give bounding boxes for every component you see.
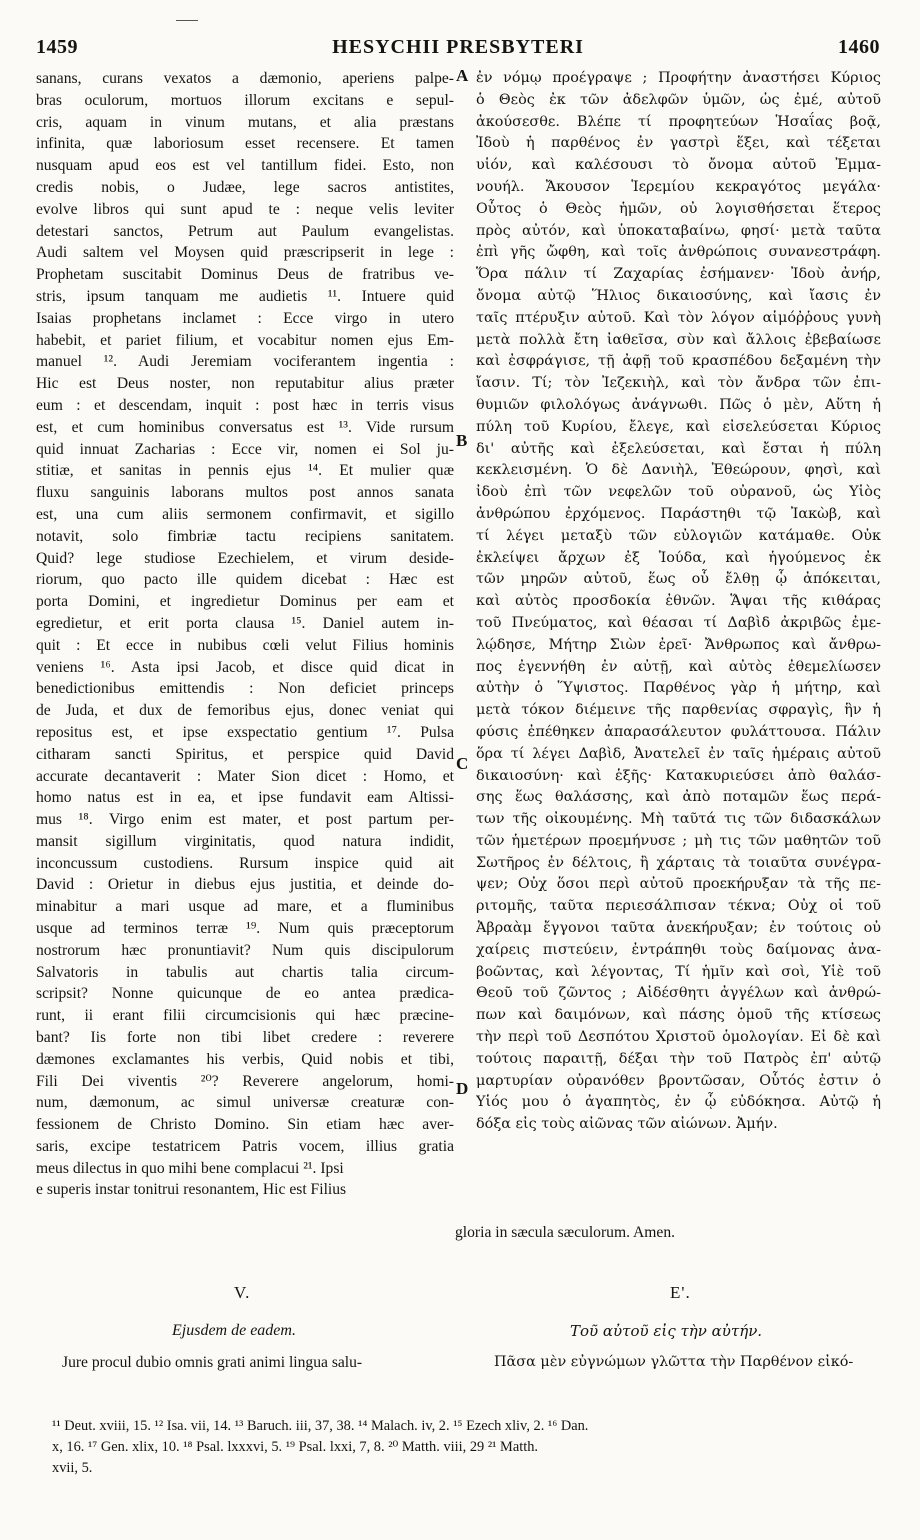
latin-text-line: habebit, et pariet filium, et vocabitur nomen ejus Em- bbox=[36, 331, 454, 349]
greek-text-line: των τῆς οἰκουμένης. Μὴ ταῦτά τις τῶν διδασκάλων bbox=[476, 811, 881, 828]
latin-text-line: Fili Dei viventis ²⁰? Reverere angelorum, homi- bbox=[36, 1072, 454, 1090]
latin-text-line: homo natus est in ea, et ipse fundavit eam Altissi- bbox=[36, 789, 454, 807]
latin-text-line: est, et cum hominibus conversatus est ¹³. Vide rursum bbox=[36, 418, 454, 436]
latin-text-line: dæmones exclamantes his verbis, Quid nobis et tibi, bbox=[36, 1050, 454, 1068]
latin-text-line: sanans, curans vexatos a dæmonio, aperiens palpe- bbox=[36, 70, 454, 87]
latin-text-line: bras oculorum, mortuos illorum excitans e sepul- bbox=[36, 91, 454, 109]
latin-tail-block bbox=[36, 1179, 454, 1201]
section-title-greek: Τοῦ αὐτοῦ εἰς τὴν αὐτήν. bbox=[570, 1322, 763, 1340]
latin-text-line: cris, aquam in vinum mutans, et alia præstans bbox=[36, 113, 454, 131]
latin-text-line: evolve libros qui sunt apud te : neque velis leviter bbox=[36, 200, 454, 218]
latin-text-line: runt, ii erant filii circumcisionis qui hæc præcine- bbox=[36, 1007, 454, 1025]
page-number-right: 1460 bbox=[838, 36, 880, 58]
section-first-line-latin: Jure procul dubio omnis grati animi lingua salu- bbox=[62, 1354, 363, 1371]
latin-text-line: meus dilectus in quo mihi bene complacui ²¹. Ipsi bbox=[36, 1159, 344, 1177]
greek-text-line: υἱόν, καὶ καλέσουσι τὸ ὄνομα αὐτοῦ Ἐμμα- bbox=[476, 157, 881, 174]
greek-text-line: τὴν περὶ τοῦ Δεσπότου Χριστοῦ ὁμολογίαν. Εἰ δὲ καὶ bbox=[476, 1029, 881, 1046]
greek-text-line: λῴδησε, Μήτηρ Σιὼν ἐρεῖ· Ἄνθρωπος καὶ ἄνθρω- bbox=[476, 636, 881, 653]
top-rule bbox=[176, 20, 198, 21]
latin-text-line: veniens ¹⁶. Asta ipsi Jacob, et disce quid dicat in bbox=[36, 658, 454, 676]
greek-text-line: ἰδοὺ ἐπὶ τῶν νεφελῶν τοῦ οὐρανοῦ, ὡς Υἱὸς bbox=[476, 484, 881, 501]
latin-text-line: benedictionibus emittendis : Non deficiet princeps bbox=[36, 680, 454, 698]
latin-text-line: manuel ¹². Audi Jeremiam vociferantem ingentia : bbox=[36, 353, 454, 371]
footnote-line-1: ¹¹ Deut. xviii, 15. ¹² Isa. vii, 14. ¹³ Baruch. iii, 37, 38. ¹⁴ Malach. iv, 2. ¹⁵ Ezech xliv, 2. ¹⁶ Dan. bbox=[52, 1418, 589, 1434]
latin-text-line: credis nobis, o Judæe, lege sacros antistites, bbox=[36, 178, 454, 196]
latin-text-line: num, dæmonum, ac simul universæ creaturæ con- bbox=[36, 1094, 454, 1112]
greek-text-line: ψεν; Οὐχ ὅσοι περὶ αὐτοῦ προεκήρυξαν τὰ τῆς πε- bbox=[476, 876, 881, 893]
margin-marker-d: D bbox=[456, 1079, 469, 1098]
section-number-greek: Ε'. bbox=[670, 1283, 691, 1302]
greek-text-line: Ἰδοὺ ἡ παρθένος ἐν γαστρὶ ἕξει, καὶ τέξεται bbox=[476, 135, 881, 152]
latin-text-line: minabitur a mari usque ad mare, et a fluminibus bbox=[36, 898, 454, 916]
latin-text-line: fessionem de Christo Domino. Sin etiam hæc aver- bbox=[36, 1116, 454, 1134]
greek-text-line: Υἱός μου ὁ ἀγαπητὸς, ἐν ᾧ εὐδόκησα. Αὐτῷ ἡ bbox=[476, 1094, 881, 1111]
latin-text-line: notavit, solo fimbriæ tactu recipiens sanitatem. bbox=[36, 527, 454, 545]
greek-text-line: ἐπὶ γῆς ὤφθη, καὶ τοῖς ἀνθρώποις συνανεστράφη. bbox=[476, 244, 881, 261]
latin-text-line: Quid? lege studiose Ezechielem, et virum deside- bbox=[36, 549, 454, 567]
page-number-left: 1459 bbox=[36, 36, 78, 58]
greek-text-line: μετὰ πολλὰ ἔτη ἰαθεῖσα, σὺν καὶ ἄλλοις ἐβεβαίωσε bbox=[476, 331, 881, 348]
latin-text-line: Prophetam suscitabit Dominus Deus de fratribus ve- bbox=[36, 266, 454, 284]
closing-line: gloria in sæcula sæculorum. Amen. bbox=[455, 1224, 676, 1241]
latin-text-line: stris, ipsum tanquam me audietis ¹¹. Intuere quid bbox=[36, 287, 454, 305]
latin-text-line: egredietur, et erit porta clausa ¹⁵. Daniel autem in- bbox=[36, 614, 454, 632]
latin-text-line: Hic est Deus noster, non reputabitur alius præter bbox=[36, 375, 454, 393]
greek-text-line: Ἀβραὰμ ἔγγονοι ταῦτα ἀνεκήρυξαν; ἐν τούτοις οὐ bbox=[476, 920, 881, 937]
latin-text-line: porta Domini, et ingredietur Dominus per eam et bbox=[36, 593, 454, 611]
latin-text-line: citharam sancti Spiritus, et perspice quid David bbox=[36, 745, 454, 763]
margin-marker-a: A bbox=[456, 66, 469, 85]
latin-text-line: repositus est, et ipse exspectatio gentium ¹⁷. Pulsa bbox=[36, 723, 454, 741]
latin-text-line: detestari sanctos, Petrum aut Paulum evangelistas. bbox=[36, 222, 454, 240]
latin-text-line: est, una cum aliis sermonem confirmavit, et sigillo bbox=[36, 505, 454, 523]
latin-text-line: quit : Et ecce in nubibus cœli velut Filius hominis bbox=[36, 636, 454, 654]
greek-text-line: κεκλεισμένη. Ὁ δὲ Δανιὴλ, Ἐθεώρουν, φησὶ, καὶ bbox=[476, 462, 881, 479]
footnote-line-3: xvii, 5. bbox=[52, 1460, 93, 1476]
section-title-latin: Ejusdem de eadem. bbox=[172, 1322, 296, 1339]
latin-text-line: quid innuat Zacharias : Ecce vir, nomen ei Sol ju- bbox=[36, 440, 454, 458]
latin-text-line: Isaias prophetans inclamet : Ecce virgo in utero bbox=[36, 309, 454, 327]
greek-text-line: ὅρα τί λέγει Δαβὶδ, Ἀνατελεῖ ἐν ταῖς ἡμέραις αὐτοῦ bbox=[476, 745, 881, 762]
greek-text-line: ταῖς πτέρυξιν αὐτοῦ. Καὶ τὸν λόγον αἱμόῤῥους γυνὴ bbox=[476, 309, 881, 326]
latin-text-line: mansit sigillum virginitatis, quod natura indidit, bbox=[36, 832, 454, 850]
greek-text-line: Ὅρα πάλιν τί Ζαχαρίας ἐσήμανεν· Ἰδοὺ ἀνήρ, bbox=[476, 266, 881, 283]
greek-text-line: τί λέγει μεταξὺ τῶν εὐλογιῶν κατάμαθε. Οὐκ bbox=[476, 527, 881, 544]
greek-text-line: ριτομῆς, ταῦτα περιεσάλπισαν τέκνα; Οὐχ οἱ τοῦ bbox=[476, 898, 881, 915]
greek-text-line: Σωτῆρος ἐν δέλτοις, ἢ χάρταις τὰ τοιαῦτα συνέγρα- bbox=[476, 854, 881, 871]
margin-marker-c: C bbox=[456, 754, 469, 773]
closing-line-block bbox=[455, 1222, 875, 1244]
greek-text-line: δικαιοσύνη· καὶ ἑξῆς· Κατακυριεύσει ἀπὸ θαλάσ- bbox=[476, 767, 881, 784]
greek-text-line: τοῦ Πνεύματος, καὶ θέασαι τί Δαβὶδ ἀκριβῶς ἐμε- bbox=[476, 614, 881, 631]
latin-text-line: bant? Iis forte non tibi libet credere : reverere bbox=[36, 1029, 454, 1047]
section-number-latin: V. bbox=[234, 1283, 251, 1302]
greek-text-line: πρὸς αὐτόν, καὶ ὑποκαταβαίνω, φησί· μετὰ ταῦτα bbox=[476, 222, 881, 239]
greek-text-line: ἐκλείψει ἄρχων ἐξ Ἰούδα, καὶ ἡγούμενος ἐκ bbox=[476, 549, 881, 566]
greek-text-line: καὶ αὐτὸς προσδοκία ἐθνῶν. Ἅψαι τῆς κιθάρας bbox=[476, 593, 881, 610]
latin-text-line: inconcussum custodiens. Rursum inspice quid ait bbox=[36, 854, 454, 872]
latin-text-line: Salvatoris in tabulis aut chartis talia circum- bbox=[36, 963, 454, 981]
running-title: HESYCHII PRESBYTERI bbox=[332, 36, 584, 58]
greek-text-line: δόξα εἰς τοὺς αἰῶνας τῶν αἰώνων. Ἀμήν. bbox=[476, 1116, 778, 1133]
latin-text-line: scripsit? Nonne quicunque de eo antea prædica- bbox=[36, 985, 454, 1003]
latin-text-line: infinita, quæ laboriosum esset recensere. Et tamen bbox=[36, 135, 454, 153]
greek-text-line: πων καὶ δαιμόνων, καὶ πάσης ὁμοῦ τῆς κτίσεως bbox=[476, 1007, 881, 1024]
greek-text-line: βοῶντας, καὶ λέγοντας, Τί ἡμῖν καὶ σοὶ, Υἱὲ τοῦ bbox=[476, 963, 881, 980]
greek-text-line: Οὗτος ὁ Θεὸς ἡμῶν, οὐ λογισθήσεται ἕτερος bbox=[476, 200, 881, 217]
greek-text-line: ὄνομα αὐτῷ Ἥλιος δικαιοσύνης, καὶ ἴασις ἐν bbox=[476, 287, 881, 304]
latin-text-line: David : Orietur in diebus ejus justitia, et deinde do- bbox=[36, 876, 454, 894]
greek-text-line: τῶν ἡμετέρων προεμήνυσε ; μὴ τις τῶν μαθητῶν τοῦ bbox=[476, 832, 881, 849]
greek-text-line: χαίρεις πιστεύειν, ἐντράπηθι τοὺς δαίμονας ἀνα- bbox=[476, 941, 881, 958]
greek-column bbox=[476, 68, 881, 1136]
latin-text-line: riorum, quo pacto ille quidem dicebat : Hæc est bbox=[36, 571, 454, 589]
greek-text-line: μαρτυρίαν οὐρανόθεν βροντῶσαν, Οὗτός ἐστιν ὁ bbox=[476, 1072, 881, 1089]
greek-text-line: φύσις ἐπέθηκεν ἀπαρασάλευτον φυλάττουσα. Πάλιν bbox=[476, 723, 881, 740]
greek-text-line: θυμιῶν φιλολόγως ἀνάγνωθι. Πῶς ὁ μὲν, Αὕτη ἡ bbox=[476, 396, 881, 413]
latin-text-line: Audi saltem vel Moysen quid præscripserit in lege : bbox=[36, 244, 454, 262]
latin-text-line: nostrorum hæc pronuntiavit? Num quis discipulorum bbox=[36, 941, 454, 959]
greek-text-line: τῶν μηρῶν αὐτοῦ, ἕως οὗ ἔλθῃ ᾧ ἀπόκειται, bbox=[476, 571, 881, 588]
greek-text-line: πος ἐγεννήθη ἐν αὐτῇ, καὶ αὐτὸς ἐθεμελίωσεν bbox=[476, 658, 881, 675]
latin-text-line: accurate decantaverit : Mater Sion dicet : Homo, et bbox=[36, 767, 454, 785]
page-header bbox=[36, 36, 880, 64]
latin-text-line: de Juda, et dux de femoribus ejus, donec veniat qui bbox=[36, 702, 454, 720]
latin-text-line: fluxu sanguinis laborans multos post annos sanata bbox=[36, 484, 454, 502]
greek-text-line: ὁ Θεὸς ἐκ τῶν ἀδελφῶν ὑμῶν, ὡς ἐμέ, αὐτοῦ bbox=[476, 91, 881, 108]
latin-text-line: stitiæ, et sanitas in pennis ejus ¹⁴. Et mulier quæ bbox=[36, 462, 454, 480]
greek-text-line: σης ἕως θαλάσσης, καὶ ἀπὸ ποταμῶν ἕως περά- bbox=[476, 789, 881, 806]
greek-text-line: ἴασιν. Τί; τὸν Ἰεζεκιὴλ, καὶ τὸν ἄνδρα τῶν ἐπι- bbox=[476, 375, 881, 392]
footnotes bbox=[52, 1416, 892, 1479]
greek-text-line: νουήλ. Ἄκουσον Ἱερεμίου κεκραγότος μεγάλα· bbox=[476, 178, 881, 195]
greek-text-line: ἐν νόμῳ προέγραψε ; Προφήτην ἀναστήσει Κύριος bbox=[476, 70, 881, 86]
greek-text-line: μετὰ τόκον διέμεινε τῆς παρθενίας σφραγὶς, ἣν ἡ bbox=[476, 702, 881, 719]
greek-text-line: αὐτὴν ὁ Ὕψιστος. Παρθένος γὰρ ἡ μήτηρ, καὶ bbox=[476, 680, 881, 697]
section-first-line-greek: Πᾶσα μὲν εὐγνώμων γλῶττα τὴν Παρθένον εἰκό- bbox=[494, 1354, 854, 1370]
greek-text-line: ἀκούσεσθε. Βλέπε τί προφητεύων Ἡσαΐας βοᾷ, bbox=[476, 113, 881, 130]
latin-text-line: nusquam apud eos est vel tantillum fidei. Esto, non bbox=[36, 157, 454, 175]
greek-text-line: δι' αὐτῆς καὶ ἐξελεύσεται, καὶ ἔσται ἡ πύλη bbox=[476, 440, 881, 457]
greek-text-line: καὶ ἐσφράγισε, τῇ ἀφῇ τοῦ κρασπέδου δεξαμένη τὴν bbox=[476, 353, 881, 370]
latin-text-line: mus ¹⁸. Virgo enim est mater, et post partum per- bbox=[36, 811, 454, 829]
greek-text-line: ἀνθρώπου ἐρχόμενος. Παράστηθι τῷ Ἰακὼβ, καὶ bbox=[476, 505, 881, 522]
margin-marker-b: B bbox=[456, 431, 468, 450]
latin-text-line: usque ad terminos terræ ¹⁹. Num quis præceptorum bbox=[36, 920, 454, 938]
latin-tail-line: e superis instar tonitrui resonantem, Hic est Filius bbox=[36, 1181, 347, 1198]
latin-column bbox=[36, 68, 454, 1180]
greek-text-line: πύλη τοῦ Κυρίου, ἔλεγε, καὶ εἰσελεύσεται Κύριος bbox=[476, 418, 881, 435]
greek-text-line: τούτοις παραιτῇ, δέξαι τὴν τοῦ Πατρὸς ἐπ' αὐτῷ bbox=[476, 1050, 881, 1067]
latin-text-line: eum : et descendam, inquit : post hæc in terris visus bbox=[36, 396, 454, 414]
latin-text-line: saris, excipe testatricem Patris vocem, illius gratia bbox=[36, 1138, 454, 1156]
greek-text-line: Θεοῦ τοῦ ζῶντος ; Αἰδέσθητι ἀγγέλων καὶ ἀνθρώ- bbox=[476, 985, 881, 1002]
footnote-line-2: x, 16. ¹⁷ Gen. xlix, 10. ¹⁸ Psal. lxxxvi, 5. ¹⁹ Psal. lxxi, 7, 8. ²⁰ Matth. viii, 29 ²¹ Matth. bbox=[52, 1439, 539, 1455]
